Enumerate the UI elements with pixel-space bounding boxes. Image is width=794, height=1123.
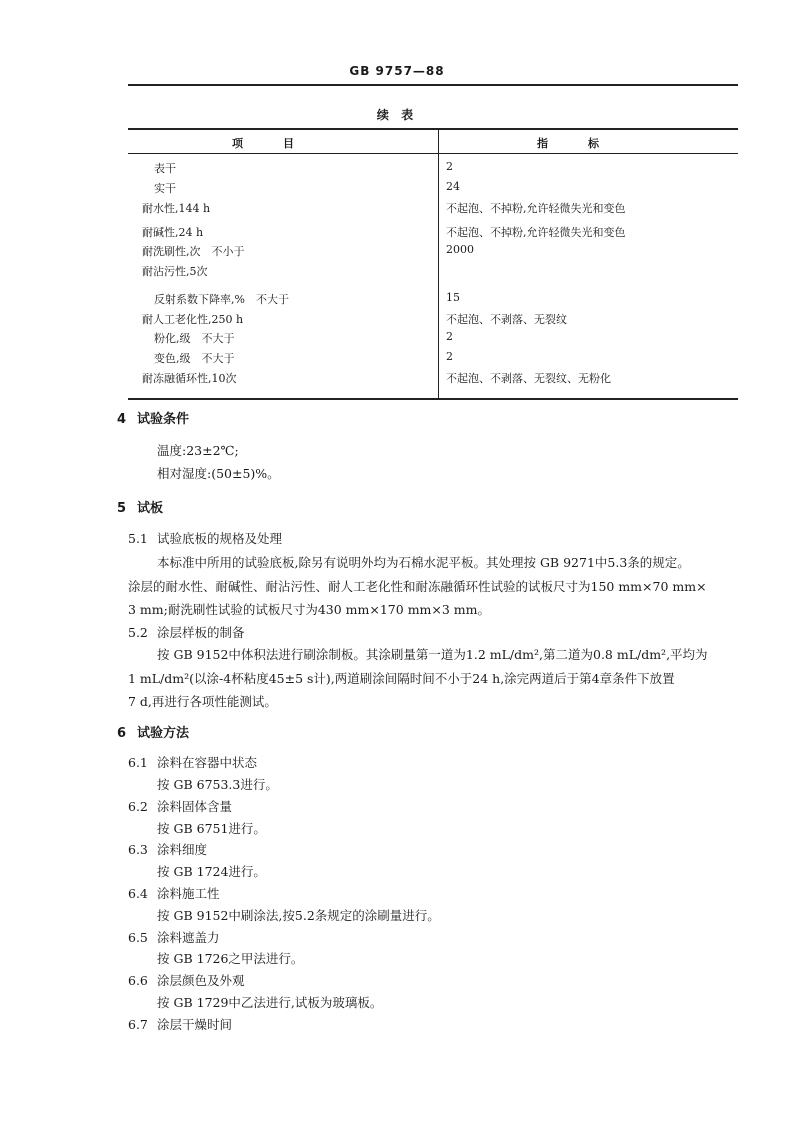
section-4-heading: [117, 408, 189, 427]
row-value: 不起泡、不剥落、无裂纹、无粉化: [446, 372, 611, 385]
row-value: 24: [446, 180, 460, 193]
method-text: 按 GB 1724进行。: [157, 864, 266, 879]
row-item: 变色,级 不大于: [154, 352, 235, 365]
method-text: 按 GB 6753.3进行。: [157, 777, 278, 792]
subsection-heading: [128, 1015, 232, 1033]
row-item: 耐沾污性,5次: [142, 265, 208, 278]
table-header: [128, 130, 738, 154]
section-5-heading: [117, 497, 163, 516]
subsection-number: 6.5: [128, 930, 148, 945]
table-row: [128, 160, 738, 178]
table-row: [128, 291, 738, 309]
table-row: [128, 263, 738, 281]
method-text: 按 GB 9152中刷涂法,按5.2条规定的涂刷量进行。: [157, 908, 440, 923]
row-item: 耐洗刷性,次 不小于: [142, 245, 245, 258]
column-divider: [438, 130, 439, 153]
subsection-number: 6.2: [128, 799, 148, 814]
table-row: [128, 370, 738, 388]
method-text: 按 GB 6751进行。: [157, 821, 266, 836]
subsection-title: 涂料细度: [157, 842, 208, 857]
header-rule: [128, 84, 738, 86]
row-item: 粉化,级 不大于: [154, 332, 235, 345]
subsection-number: 6.6: [128, 973, 148, 988]
row-item: 表干: [154, 162, 176, 175]
row-item: 实干: [154, 182, 176, 195]
row-value: 2: [446, 160, 453, 173]
row-value: 2: [446, 330, 453, 343]
subsection-title: 涂层干燥时间: [157, 1017, 233, 1032]
subsection-title: 涂料遮盖力: [157, 930, 220, 945]
section-title: 试验条件: [137, 412, 190, 427]
section-title: 试板: [137, 501, 164, 516]
row-item: 耐水性,144 h: [142, 202, 211, 215]
humidity-condition: 相对湿度:(50±5)%。: [157, 466, 280, 481]
subsection-heading: [128, 928, 220, 946]
row-value: 2000: [446, 243, 474, 256]
row-item: 耐冻融循环性,10次: [142, 372, 237, 385]
subsection-title: 涂料在容器中状态: [157, 755, 258, 770]
table-row: [128, 200, 738, 218]
subsection-title: 涂料固体含量: [157, 799, 233, 814]
table-bottom-rule: [128, 398, 738, 400]
subsection-heading: [128, 884, 220, 902]
section-6-heading: [117, 722, 189, 741]
table-body: [128, 154, 738, 398]
paragraph-line: 7 d,再进行各项性能测试。: [128, 694, 277, 709]
subsection-title: 涂料施工性: [157, 886, 220, 901]
table-row: [128, 243, 738, 261]
subsection-number: 5.1: [128, 531, 148, 546]
paragraph-line: 3 mm;耐洗刷性试验的试板尺寸为430 mm×170 mm×3 mm。: [128, 602, 491, 617]
row-item: 耐人工老化性,250 h: [142, 313, 244, 326]
row-item: 耐碱性,24 h: [142, 226, 204, 239]
row-value: 不起泡、不剥落、无裂纹: [446, 313, 567, 326]
subsection-title: 试验底板的规格及处理: [157, 531, 283, 546]
subsection-number: 6.7: [128, 1017, 148, 1032]
temperature-condition: 温度:23±2℃;: [157, 443, 239, 458]
subsection-title: 涂层颜色及外观: [157, 973, 245, 988]
row-item: 反射系数下降率,% 不大于: [154, 293, 289, 306]
subsection-heading: [128, 971, 245, 989]
table-title: 续 表: [376, 108, 418, 122]
subsection-heading: [128, 840, 207, 858]
subsection-heading: [128, 753, 257, 771]
paragraph-line: 本标准中所用的试验底板,除另有说明外均为石棉水泥平板。其处理按 GB 9271中5.3条的规定。: [157, 555, 690, 570]
subsection-number: 5.2: [128, 625, 148, 640]
subsection-5-2-heading: [128, 623, 245, 641]
table-row: [128, 350, 738, 368]
table-row: [128, 224, 738, 242]
section-title: 试验方法: [137, 726, 190, 741]
table-row: [128, 311, 738, 329]
column-header-index: 指标: [537, 137, 639, 150]
paragraph-line: 1 mL/dm²(以涂-4杯粘度45±5 s计),两道刷涂间隔时间不小于24 h,涂完两道后于第4章条件下放置: [128, 671, 675, 686]
subsection-number: 6.3: [128, 842, 148, 857]
subsection-number: 6.4: [128, 886, 148, 901]
requirements-table: [128, 128, 738, 400]
column-header-item: 项目: [232, 137, 334, 150]
subsection-heading: [128, 797, 232, 815]
method-text: 按 GB 1726之甲法进行。: [157, 951, 304, 966]
section-number: 6: [117, 726, 127, 741]
subsection-title: 涂层样板的制备: [157, 625, 245, 640]
table-row: [128, 180, 738, 198]
row-value: 15: [446, 291, 460, 304]
row-value: 不起泡、不掉粉,允许轻微失光和变色: [446, 226, 626, 239]
subsection-5-1-heading: [128, 529, 282, 547]
section-number: 4: [117, 412, 127, 427]
table-row: [128, 330, 738, 348]
paragraph-line: 按 GB 9152中体积法进行刷涂制板。其涂刷量第一道为1.2 mL/dm²,第二道为0.8 mL/dm²,平均为: [157, 647, 708, 662]
row-value: 不起泡、不掉粉,允许轻微失光和变色: [446, 202, 626, 215]
section-number: 5: [117, 501, 127, 516]
method-text: 按 GB 1729中乙法进行,试板为玻璃板。: [157, 995, 383, 1010]
row-value: 2: [446, 350, 453, 363]
standard-code: GB 9757—88: [349, 64, 445, 78]
subsection-number: 6.1: [128, 755, 148, 770]
paragraph-line: 涂层的耐水性、耐碱性、耐沾污性、耐人工老化性和耐冻融循环性试验的试板尺寸为150 mm×70 mm×: [128, 579, 707, 594]
